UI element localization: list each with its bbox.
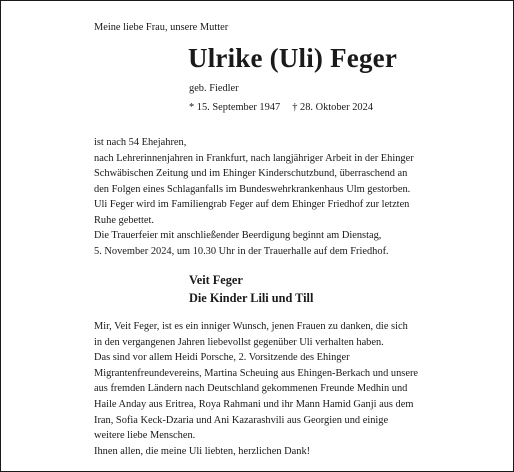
text-line: weitere liebe Menschen. <box>94 430 196 442</box>
text-line: ist nach 54 Ehejahren, <box>94 137 187 148</box>
text-line: Die Trauerfeier mit anschließender Beerdigung beginnt am Dienstag, <box>94 230 382 241</box>
text-line: Haile Anday aus Eritrea, Roya Rahmani und ihr Mann Hamid Ganji aus dem <box>94 398 414 410</box>
text-line: 5. November 2024, um 10.30 Uhr in der Trauerhalle auf dem Friedhof. <box>94 245 389 257</box>
intro-line: Meine liebe Frau, unsere Mutter <box>94 22 229 33</box>
text-line: Ruhe gebettet. <box>94 214 155 226</box>
signer-name: Die Kinder Lili und Till <box>189 291 314 305</box>
deceased-name: Ulrike (Uli) Feger <box>188 43 398 73</box>
text-line: Ihnen allen, die meine Uli liebten, herzlichen Dank! <box>94 445 311 457</box>
maiden-name: geb. Fiedler <box>189 83 239 94</box>
text-line: Das sind vor allem Heidi Porsche, 2. Vorsitzende des Ehinger <box>94 352 350 364</box>
thanks-paragraph <box>94 319 509 459</box>
text-line: Uli Feger wird im Familiengrab Feger auf dem Ehinger Friedhof zur letzten <box>94 199 410 211</box>
text-line: aus fremden Ländern nach Deutschland gekommenen Freunde Medhin und <box>94 383 408 395</box>
text-line: in den vergangenen Jahren liebevollst gegenüber Uli verhalten haben. <box>94 336 384 348</box>
text-line: Iran, Sofia Keck-Dzaria und Ani Kazarashvili aus Georgien und einige <box>94 414 389 426</box>
birth-date: * 15. September 1947 <box>189 102 281 113</box>
text-line: Migrantenfreundevereins, Martina Scheuing aus Ehingen-Berkach und unsere <box>94 367 419 379</box>
death-date: † 28. Oktober 2024 <box>292 102 374 113</box>
text-line: den Folgen eines Schlaganfalls im Bundeswehrkrankenhaus Ulm gestorben. <box>94 183 411 195</box>
text-line: Mir, Veit Feger, ist es ein inniger Wunsch, jenen Frauen zu danken, die sich <box>94 321 408 332</box>
signer-name: Veit Feger <box>189 273 243 287</box>
text-line: nach Lehrerinnenjahren in Frankfurt, nach langjähriger Arbeit in der Ehinger <box>94 152 414 164</box>
text-line: Schwäbischen Zeitung und im Ehinger Kinderschutzbund, überraschend an <box>94 168 408 180</box>
funeral-info-paragraph <box>94 228 509 259</box>
signers-block <box>189 271 313 307</box>
life-dates <box>189 102 373 113</box>
announcement-paragraph <box>94 135 509 229</box>
